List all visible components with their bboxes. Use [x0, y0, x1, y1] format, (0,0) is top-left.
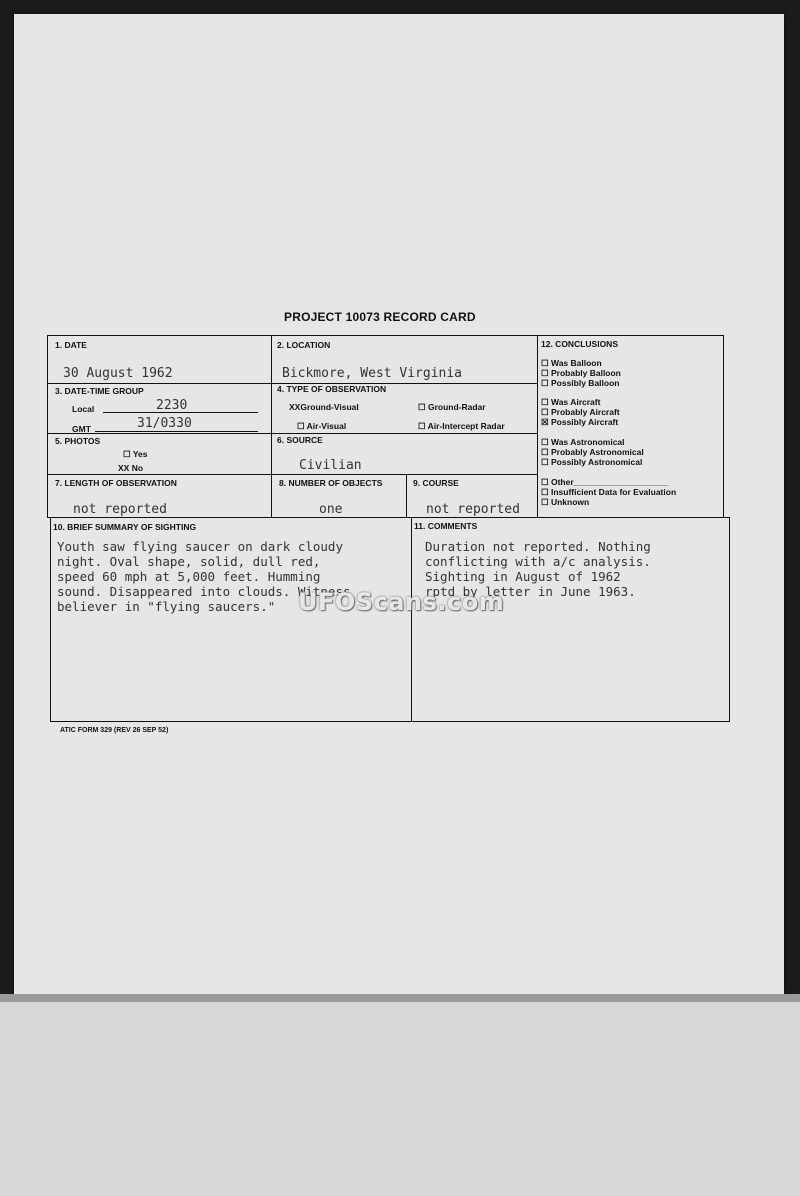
conclusion-possibly-balloon: ☐ Possibly Balloon — [541, 378, 620, 388]
date-value: 30 August 1962 — [63, 366, 173, 381]
source-label: 6. SOURCE — [277, 435, 323, 445]
dtg-gmt-value: 31/0330 — [137, 416, 192, 431]
location-value: Bickmore, West Virginia — [282, 366, 463, 381]
conclusion-probably-balloon: ☐ Probably Balloon — [541, 368, 621, 378]
conclusion-insufficient-data: ☐ Insufficient Data for Evaluation — [541, 487, 677, 497]
card-title: PROJECT 10073 RECORD CARD — [284, 310, 476, 324]
conclusion-was-balloon: ☐ Was Balloon — [541, 358, 602, 368]
ground-visual-checkbox: XXGround-Visual — [289, 402, 359, 412]
photos-yes-checkbox: ☐ Yes — [123, 449, 148, 459]
divider-col-3 — [406, 474, 407, 517]
dtg-gmt-line — [95, 431, 258, 432]
dtg-label: 3. DATE-TIME GROUP — [55, 386, 144, 396]
summary-label: 10. BRIEF SUMMARY OF SIGHTING — [53, 522, 197, 532]
comments-label: 11. COMMENTS — [414, 521, 478, 531]
dtg-local-value: 2230 — [156, 398, 188, 413]
conclusions-label: 12. CONCLUSIONS — [541, 339, 618, 349]
conclusion-possibly-aircraft: ☒ Possibly Aircraft — [541, 417, 619, 427]
air-visual-checkbox: ☐ Air-Visual — [297, 421, 347, 431]
watermark-logo: UFOScans.com — [298, 588, 505, 616]
photos-label: 5. PHOTOS — [55, 436, 101, 446]
dtg-local-label: Local — [72, 404, 95, 414]
length-label: 7. LENGTH OF OBSERVATION — [55, 478, 177, 488]
divider-col-1 — [271, 336, 272, 517]
course-label: 9. COURSE — [413, 478, 459, 488]
conclusion-was-aircraft: ☐ Was Aircraft — [541, 397, 601, 407]
length-value: not reported — [73, 502, 167, 517]
divider-row-2 — [48, 433, 537, 434]
photos-no-checkbox: XX No — [118, 463, 144, 473]
form-footer: ATIC FORM 329 (REV 26 SEP 52) — [60, 727, 169, 734]
conclusion-was-astronomical: ☐ Was Astronomical — [541, 437, 625, 447]
source-value: Civilian — [299, 458, 362, 473]
air-intercept-radar-checkbox: ☐ Air-Intercept Radar — [418, 421, 505, 431]
scan-background-lower — [0, 994, 800, 1196]
ground-radar-checkbox: ☐ Ground-Radar — [418, 402, 486, 412]
conclusion-unknown: ☐ Unknown — [541, 497, 590, 507]
divider-col-4 — [411, 518, 412, 721]
comments-text: Duration not reported. Nothing conflicting with a/c analysis. Sighting in August of 1962 rptd by letter in June 1963. — [425, 539, 651, 599]
objects-label: 8. NUMBER OF OBJECTS — [279, 478, 383, 488]
summary-text: Youth saw flying saucer on dark cloudy night. Oval shape, solid, dull red, speed 60 mph at 5,000 feet. Humming sound. Disappeared into clouds. Witness believer in "flying saucers." — [57, 539, 351, 614]
dtg-gmt-label: GMT — [72, 424, 91, 434]
conclusion-probably-aircraft: ☐ Probably Aircraft — [541, 407, 620, 417]
objects-value: one — [319, 502, 343, 517]
divider-col-2 — [537, 336, 538, 517]
location-label: 2. LOCATION — [277, 340, 331, 350]
course-value: not reported — [426, 502, 520, 517]
scan-edge-shadow — [0, 994, 800, 1002]
divider-row-3 — [48, 474, 537, 475]
conclusion-probably-astronomical: ☐ Probably Astronomical — [541, 447, 644, 457]
date-label: 1. DATE — [55, 340, 87, 350]
conclusion-possibly-astronomical: ☐ Possibly Astronomical — [541, 457, 643, 467]
observation-type-label: 4. TYPE OF OBSERVATION — [277, 384, 387, 394]
conclusion-other: ☐ Other____________________ — [541, 477, 669, 487]
